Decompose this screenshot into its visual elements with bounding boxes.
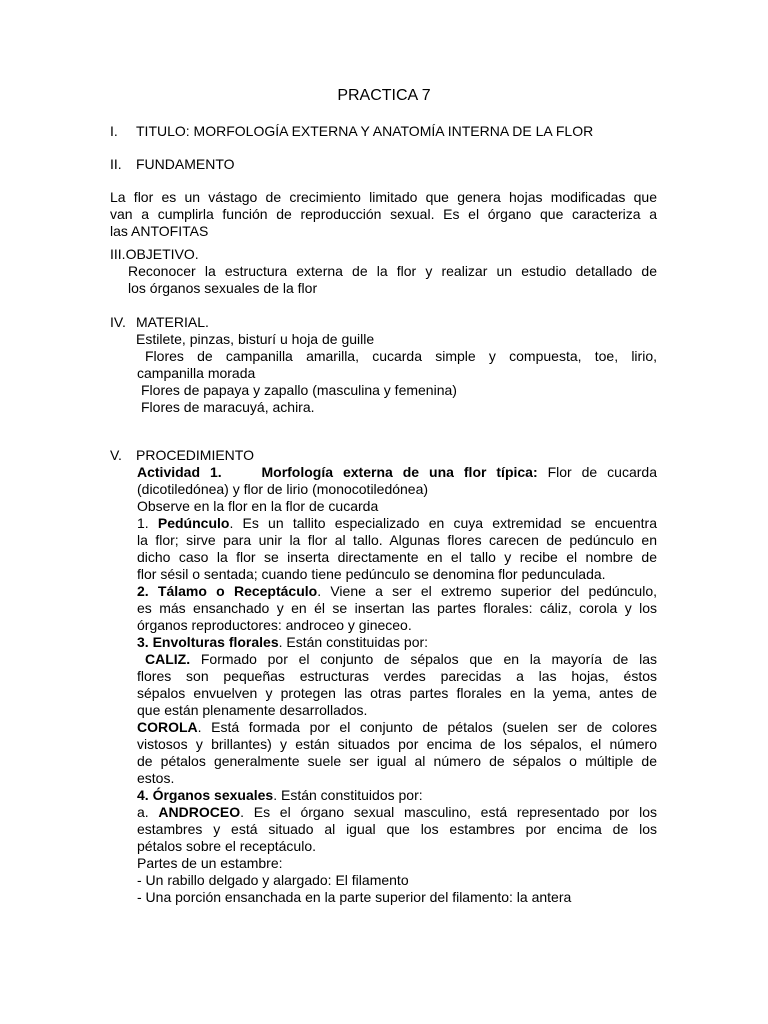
section-heading: FUNDAMENTO — [136, 156, 235, 172]
envolturas-line: 3. Envolturas florales. Están constituidas por: — [137, 634, 429, 650]
corola-line — [137, 719, 657, 736]
text-line: Observe en la flor en la flor de cucarda — [137, 498, 379, 514]
section-material — [110, 314, 209, 331]
text-run: . Está formada por el conjunto de pétalos (suelen ser de colores — [197, 719, 657, 735]
actividad-heading — [137, 464, 657, 481]
section-heading: TITULO: MORFOLOGÍA EXTERNA Y ANATOMÍA INTERNA DE LA FLOR — [136, 123, 594, 139]
text-line: Reconocer la estructura externa de la flor y realizar un estudio detallado de — [128, 263, 657, 279]
section-number: V. — [110, 447, 122, 463]
section-objetivo — [110, 246, 199, 263]
text-line: flores son pequeñas estructuras verdes parecidas a las hojas, éstos — [137, 668, 657, 684]
list-item: - Un rabillo delgado y alargado: El filamento — [137, 872, 409, 888]
procedimiento-body — [137, 464, 657, 906]
fundamento-paragraph — [110, 189, 657, 240]
text-line: los órganos sexuales de la flor — [128, 280, 318, 296]
text-line: flor sésil o sentada; cuando tiene pedúnculo se denomina flor pedunculada. — [137, 566, 606, 582]
section-procedimiento — [110, 447, 254, 464]
text-line: Partes de un estambre: — [137, 855, 283, 871]
objetivo-paragraph — [128, 263, 657, 297]
text-run: . Están constituidos por: — [273, 787, 423, 803]
term-androceo: ANDROCEO — [158, 804, 241, 820]
text-line: dicho caso la flor se inserta directamente en el tallo y recibe el nombre de — [137, 549, 657, 565]
text-line: que están plenamente desarrollados. — [137, 702, 368, 718]
term-envolturas: Envolturas florales — [152, 634, 279, 650]
text-line: estos. — [137, 770, 175, 786]
material-item: Estilete, pinzas, bisturí u hoja de guille — [136, 331, 375, 347]
text-run: . Es un tallito especializado en cuya extremidad se encuentra — [229, 515, 657, 531]
material-item: Flores de papaya y zapallo (masculina y femenina) — [141, 382, 457, 398]
text-line: de pétalos generalmente suele ser igual al número de sépalos o múltiple de — [137, 753, 657, 769]
text-line: pétalos sobre el receptáculo. — [137, 838, 316, 854]
section-heading: OBJETIVO. — [125, 246, 199, 262]
term-caliz: CALIZ. — [145, 651, 191, 667]
text-line: la flor; sirve para unir la flor al tallo. Algunas flores carecen de pedúnculo en — [137, 532, 657, 548]
section-heading: PROCEDIMIENTO — [136, 447, 254, 463]
actividad-label: Actividad 1. — [137, 464, 222, 480]
term-pedunculo: Pedúnculo — [157, 515, 230, 531]
text-run: Formado por el conjunto de sépalos que en la mayoría de las — [190, 651, 657, 667]
text-line: campanilla morada — [137, 365, 256, 381]
text-line: La flor es un vástago de crecimiento limitado que genera hojas modificadas que — [110, 189, 657, 205]
pedunculo-line: 1. Pedúnculo. Es un tallito especializado en cuya extremidad se encuentra — [137, 515, 657, 531]
text-line: las ANTOFITAS — [110, 223, 209, 239]
text-line: vistosos y brillantes) y están situados por encima de los sépalos, el número — [137, 736, 657, 752]
section-heading: MATERIAL. — [136, 314, 209, 330]
section-number: III. — [110, 246, 126, 262]
text-run: . Están constituidas por: — [278, 634, 429, 650]
material-item: Flores de maracuyá, achira. — [141, 399, 315, 415]
androceo-line: a. ANDROCEO. Es el órgano sexual masculino, está representado por los — [137, 804, 657, 820]
text-line: van a cumplirla función de reproducción sexual. Es el órgano que caracteriza a — [110, 206, 657, 222]
text-run: . Es el órgano sexual masculino, está representado por los — [240, 804, 657, 820]
section-number: IV. — [110, 314, 126, 330]
text-run: Flor de cucarda — [537, 464, 657, 480]
text-line: estambres y está situado al igual que los estambres por encima de los — [137, 821, 657, 837]
section-number: I. — [110, 123, 118, 139]
page-title: PRACTICA 7 — [337, 87, 431, 104]
section-titulo — [110, 123, 593, 140]
text-line: órganos reproductores: androceo y gineceo. — [137, 617, 412, 633]
text-line: es más ensanchado y en él se insertan las partes florales: cáliz, corola y los — [137, 600, 657, 616]
text-line: Flores de campanilla amarilla, cucarda simple y compuesta, toe, lirio, — [145, 348, 657, 364]
actividad-title: Morfología externa de una flor típica: — [261, 464, 538, 480]
term-organos: Órganos sexuales — [152, 787, 274, 803]
text-line: (dicotiledónea) y flor de lirio (monocotiledónea) — [137, 481, 429, 497]
section-number: II. — [110, 156, 122, 172]
list-item: - Una porción ensanchada en la parte superior del filamento: la antera — [137, 889, 572, 905]
text-line: sépalos envuelven y protegen las otras partes florales en la yema, antes de — [137, 685, 657, 701]
caliz-line — [137, 651, 657, 668]
text-run: . Viene a ser el extremo superior del pedúnculo, — [317, 583, 658, 599]
term-corola: COROLA — [137, 719, 198, 735]
organos-line: 4. Órganos sexuales. Están constituidos por: — [137, 787, 423, 803]
material-item — [137, 348, 657, 365]
talamo-line: 2. Tálamo o Receptáculo. Viene a ser el extremo superior del pedúnculo, — [137, 583, 658, 599]
term-talamo: Tálamo o Receptáculo — [157, 583, 318, 599]
section-fundamento — [110, 156, 235, 173]
